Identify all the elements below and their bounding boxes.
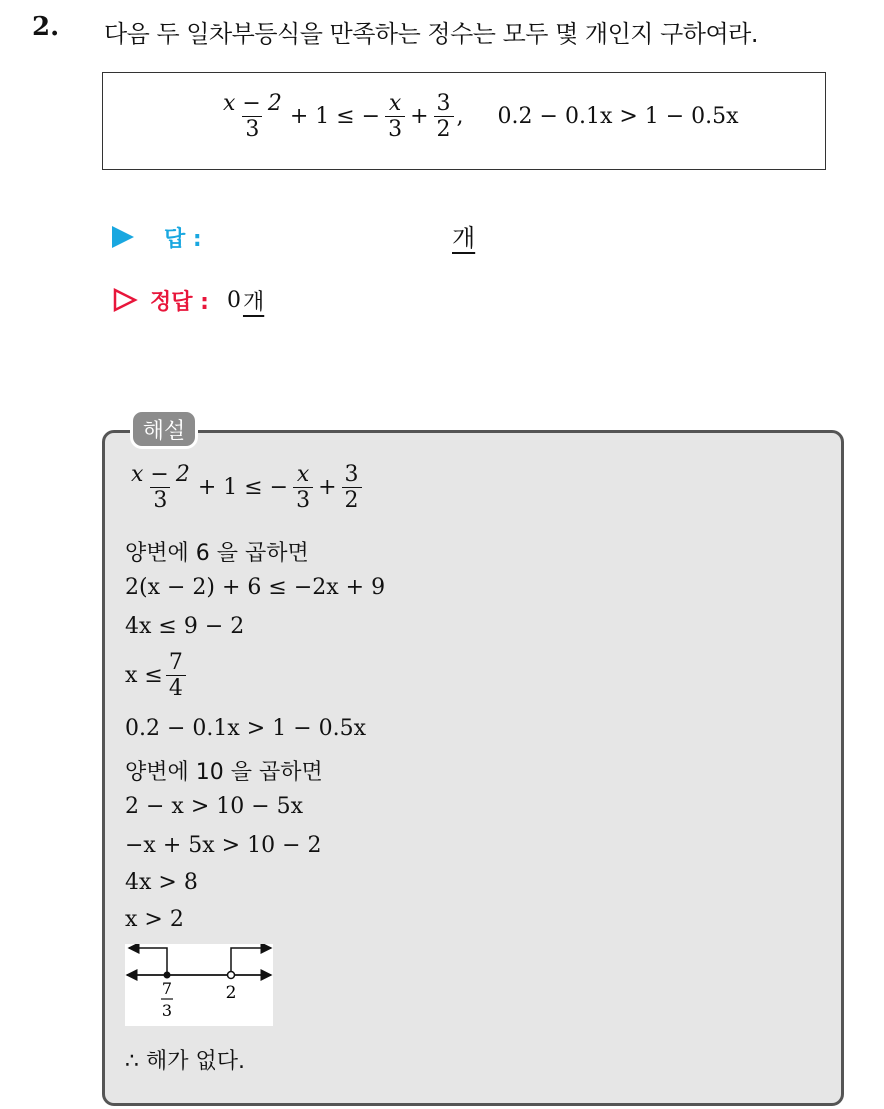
fraction-x-minus-2-over-3 [128,462,193,514]
x-le: x ≤ [125,663,163,689]
numerator: x − 2 [223,91,282,116]
solution-conclusion: ∴ 해가 없다. [125,1049,245,1074]
denominator: 3 [293,487,313,513]
numerator: 3 [344,462,359,487]
plus-one-le-minus: + 1 ≤ − [197,475,289,501]
numerator: 3 [436,91,451,116]
closed-point [164,972,171,979]
solution-line-3: 2(x − 2) + 6 ≤ −2x + 9 [125,575,386,600]
denominator: 3 [242,116,262,142]
tick-two: 2 [225,983,237,1003]
correct-value: 0 [226,287,241,313]
correct-answer-row [112,284,264,316]
solution-line-2: 양변에 6 을 곱하면 [125,541,309,566]
solution-line-6: 0.2 − 0.1x > 1 − 0.5x [125,716,367,741]
correct-unit: 개 [242,289,265,315]
fraction-x-minus-2-over-3 [220,91,285,143]
fraction-x-over-3 [385,91,405,143]
range-right [231,948,267,975]
number-line-diagram [125,944,273,1026]
solution-line-8: 2 − x > 10 − 5x [125,794,304,819]
question-number: 2. [32,12,60,42]
numerator: x [296,462,310,487]
denominator: 2 [434,116,454,142]
solution-tag: 해설 [130,409,198,449]
play-triangle-icon [112,226,134,248]
denominator: 3 [150,487,170,513]
denominator: 3 [385,116,405,142]
fraction-3-over-2 [434,91,454,143]
plus-one-le-minus: + 1 ≤ − [289,104,381,130]
inequality-box [102,72,826,170]
fraction-3-over-2 [342,462,362,514]
open-point [228,972,235,979]
numerator: x − 2 [131,462,190,487]
solution-line-9: −x + 5x > 10 − 2 [125,833,322,858]
fraction-x-over-3 [293,462,313,514]
question-text: 다음 두 일차부등식을 만족하는 정수는 모두 몇 개인지 구하여라. [104,20,758,48]
numerator: 7 [168,650,183,675]
solution-line-1 [125,462,365,514]
fraction-7-over-4 [166,650,186,702]
answer-row [112,222,202,252]
comma: , [456,104,464,130]
number-line-svg [125,944,273,1026]
outline-triangle-icon [112,287,138,313]
tick-seven: 7 [161,979,173,998]
solution-line-7: 양변에 10 을 곱하면 [125,760,323,785]
solution-line-4: 4x ≤ 9 − 2 [125,614,245,639]
solution-line-10: 4x > 8 [125,870,198,895]
plus-sign: + [318,475,337,501]
answer-label: 답 : [164,226,202,252]
denominator: 4 [166,675,186,701]
answer-unit: 개 [452,224,476,252]
range-left [129,948,167,975]
correct-label: 정답 : [150,289,209,315]
plus-sign: + [410,104,429,130]
denominator: 2 [342,487,362,513]
solution-line-5 [125,650,189,702]
solution-line-11: x > 2 [125,907,184,932]
second-inequality: 0.2 − 0.1x > 1 − 0.5x [497,104,739,130]
tick-three: 3 [161,1001,173,1020]
numerator: x [388,91,402,116]
